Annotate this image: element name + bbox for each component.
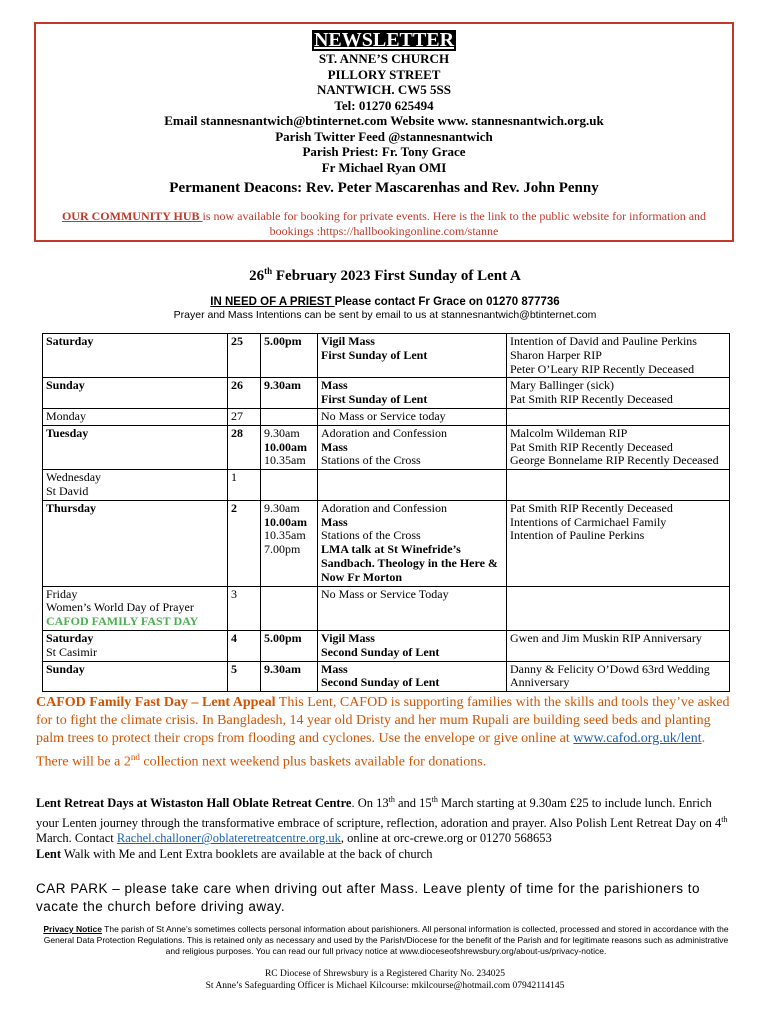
schedule-event-text: No Mass or Service Today [321, 586, 449, 601]
privacy-notice [36, 924, 736, 957]
date-rest: February 2023 First Sunday of Lent A [272, 268, 521, 284]
schedule-date-text: 28 [231, 425, 243, 440]
schedule-intention-text: Mary Ballinger (sick) Pat Smith RIP Recently Deceased [510, 378, 673, 407]
telephone: Tel: 01270 625494 [334, 97, 434, 113]
schedule-event [318, 586, 507, 630]
lent-retreat-notice [36, 792, 736, 862]
schedule-row [43, 408, 730, 425]
safeguarding-line: St Anne’s Safeguarding Officer is Michael Kilcourse: mkilcourse@hotmail.com 07942114145 [205, 981, 565, 991]
schedule-time [261, 425, 318, 469]
schedule-day [43, 661, 228, 692]
schedule-intention [507, 378, 730, 409]
schedule-event [318, 500, 507, 586]
retreat-text-1: . On 13 [351, 796, 389, 811]
priest-contact [0, 296, 770, 308]
retreat-email-link[interactable]: Rachel.challoner@oblateretreatcentre.org.uk [116, 831, 341, 846]
retreat-text-5: , online at orc-crewe.org or 01270 568653 [340, 831, 552, 846]
schedule-date [228, 334, 261, 378]
schedule-date-text: 2 [231, 500, 237, 515]
schedule-date-text: 3 [231, 586, 237, 601]
schedule-time-text: 5.00pm [264, 630, 302, 645]
cafod-body: This Lent, CAFOD is supporting families with the skills and tools they’ve asked for to fight the climate crisis. In Bangladesh, 14 year old Dristy and her mum Rupali are building seed beds and planting palm trees to protect their crops from flooding and cyclones. Use the envelope or give online at [36, 695, 730, 746]
community-hub-label: OUR COMMUNITY HUB [61, 209, 203, 223]
schedule-date-text: 1 [231, 470, 237, 485]
schedule-row [43, 661, 730, 692]
schedule-intention [507, 586, 730, 630]
schedule-date [228, 630, 261, 661]
schedule-time-text: 9.30am [264, 378, 301, 393]
retreat-text-3: March starting at 9.30am £25 to include lunch. Enrich your Lenten journey through the transformative embrace of scripture, reflection, adoration and prayer. Also Polish Lent Retreat Day on 4 [36, 796, 722, 830]
liturgical-date [0, 266, 770, 285]
schedule-event [318, 378, 507, 409]
retreat-sup-2: th [431, 795, 438, 804]
schedule-time-text: 9.30am 10.00am 10.35am [264, 425, 307, 468]
schedule-event-text: No Mass or Service today [321, 408, 446, 423]
cafod-link[interactable]: www.cafod.org.uk/lent [573, 731, 702, 746]
schedule-date [228, 586, 261, 630]
schedule-time [261, 378, 318, 409]
schedule-day-text: Sunday [46, 661, 85, 676]
schedule-event [318, 470, 507, 501]
assistant-priest: Fr Michael Ryan OMI [321, 159, 447, 175]
schedule-intention [507, 470, 730, 501]
footer [0, 968, 770, 992]
schedule-day [43, 408, 228, 425]
lent-booklets-text: Walk with Me and Lent Extra booklets are available at the back of church [61, 846, 433, 861]
schedule-day [43, 500, 228, 586]
schedule-day-text: Wednesday St David [46, 470, 102, 498]
town-postcode: NANTWICH. CW5 5SS [317, 82, 451, 97]
schedule-intention [507, 500, 730, 586]
lent-label: Lent [36, 846, 61, 861]
schedule-day-text: Monday [46, 408, 86, 423]
cafod-title: CAFOD Family Fast Day – Lent Appeal [36, 695, 276, 710]
church-name: ST. ANNE’S CHURCH [318, 51, 450, 66]
schedule-day-sub: St Casimir [46, 644, 98, 659]
parish-priest: Parish Priest: Fr. Tony Grace [302, 144, 466, 159]
schedule-day-text: Saturday [46, 334, 94, 348]
retreat-text-4: March. Contact [36, 831, 117, 846]
schedule-day [43, 630, 228, 661]
retreat-sup-3: th [721, 814, 728, 824]
schedule-event-text: Vigil Mass First Sunday of Lent [321, 334, 428, 362]
schedule-row [43, 630, 730, 661]
schedule-date [228, 661, 261, 692]
schedule-event-text: Mass First Sunday of Lent [321, 378, 428, 407]
cafod-sup: nd [130, 752, 140, 762]
date-suffix: th [264, 266, 273, 276]
street-address: PILLORY STREET [327, 66, 441, 82]
schedule-date [228, 425, 261, 469]
schedule-event [318, 661, 507, 692]
schedule-date-text: 27 [231, 408, 243, 423]
schedule-row [43, 500, 730, 586]
intentions-notice: Prayer and Mass Intentions can be sent by email to us at stannesnantwich@btinternet.com [173, 309, 597, 321]
schedule-event [318, 425, 507, 469]
schedule-date-text: 4 [231, 630, 237, 645]
schedule-day-text: Tuesday [46, 425, 89, 440]
schedule-time-text: 5.00pm [264, 334, 302, 348]
twitter-feed: Parish Twitter Feed @stannesnantwich [275, 128, 493, 144]
schedule-date-text: 25 [231, 334, 243, 348]
schedule-day [43, 334, 228, 378]
community-hub-text: is now available for booking for private events. Here is the link to the public website for information and bookings :https://hallbookingonline.com/stanne [202, 209, 707, 238]
schedule-intention [507, 425, 730, 469]
schedule-time [261, 334, 318, 378]
schedule-intention [507, 661, 730, 692]
retreat-sup-1: th [388, 795, 395, 804]
community-hub-notice [46, 209, 722, 239]
newsletter-title: NEWSLETTER [313, 29, 455, 51]
schedule-intention-text: Malcolm Wildeman RIP Pat Smith RIP Recently Deceased George Bonnelame RIP Recently Deceased [510, 425, 719, 468]
schedule-row [43, 586, 730, 630]
schedule-time [261, 408, 318, 425]
schedule-time [261, 630, 318, 661]
schedule-day [43, 378, 228, 409]
schedule-event-text: Adoration and Confession Mass Stations of the Cross [321, 425, 447, 468]
schedule-event [318, 334, 507, 378]
schedule-intention-text: Danny & Felicity O’Dowd 63rd Wedding Anniversary [510, 661, 710, 690]
schedule-intention [507, 408, 730, 425]
schedule-date [228, 500, 261, 586]
schedule-table [42, 333, 730, 692]
schedule-date [228, 408, 261, 425]
schedule-intention-text: Pat Smith RIP Recently Deceased Intentions of Carmichael Family Intention of Pauline Perkins [510, 500, 673, 543]
schedule-row [43, 470, 730, 501]
schedule-day [43, 470, 228, 501]
schedule-date-text: 5 [231, 661, 237, 676]
schedule-event-text: Vigil Mass Second Sunday of Lent [321, 630, 440, 659]
privacy-text: The parish of St Anne’s sometimes collects personal information about parishioners. All personal information is collected, processed and stored in accordance with the General Data Protection Regulations. This is retained only as necessary and used by the Parish/Diocese for the benefit of the Parish and for legitimate reasons such as administrative and religious purposes. You can read our full privacy notice at www.dioceseofshrewsbury.org/about-us/privacy-notice. [43, 924, 729, 956]
schedule-event [318, 408, 507, 425]
schedule-day-text: Saturday [46, 630, 94, 645]
schedule-date [228, 378, 261, 409]
schedule-date-text: 26 [231, 378, 243, 393]
schedule-time-text: 9.30am [264, 661, 301, 676]
masthead-box [34, 22, 734, 242]
charity-line: RC Diocese of Shrewsbury is a Registered Charity No. 234025 [264, 969, 506, 979]
cafod-appeal [36, 694, 736, 772]
schedule-row [43, 334, 730, 378]
schedule-day-text: Thursday [46, 500, 97, 515]
cafod-fast-day-label: CAFOD FAMILY FAST DAY [46, 614, 199, 629]
priest-contact-text: Please contact Fr Grace on 01270 877736 [334, 296, 560, 308]
permanent-deacons: Permanent Deacons: Rev. Peter Mascarenhas and Rev. John Penny [169, 180, 599, 196]
schedule-intention-text: Gwen and Jim Muskin RIP Anniversary [510, 630, 702, 645]
car-park-notice: CAR PARK – please take care when driving out after Mass. Leave plenty of time for the parishioners to vacate the church before driving away. [36, 881, 701, 914]
date-day: 26 [249, 268, 265, 284]
schedule-date [228, 470, 261, 501]
cafod-body-3: collection next weekend plus baskets available for donations. [139, 754, 487, 770]
email-website: Email stannesnantwich@btinternet.com Website www. stannesnantwich.org.uk [164, 113, 604, 128]
schedule-intention-text: Intention of David and Pauline Perkins Sharon Harper RIP Peter O’Leary RIP Recently Deceased [510, 334, 697, 376]
schedule-day-text: Sunday [46, 378, 85, 393]
schedule-day [43, 586, 228, 630]
schedule-event-text: Mass Second Sunday of Lent [321, 661, 440, 690]
retreat-title: Lent Retreat Days at Wistaston Hall Oblate Retreat Centre [36, 796, 352, 811]
schedule-event-text: Adoration and Confession Mass Stations of the Cross LMA talk at St Winefride’s Sandbach. Theology in the Here & Now Fr Morton [321, 500, 498, 584]
schedule-time [261, 661, 318, 692]
schedule-row [43, 378, 730, 409]
privacy-label: Privacy Notice [43, 924, 102, 934]
schedule-time [261, 470, 318, 501]
schedule-time [261, 500, 318, 586]
schedule-time-text: 9.30am 10.00am 10.35am 7.00pm [264, 500, 307, 557]
schedule-day-text: Friday Women’s World Day of Prayer [46, 586, 194, 615]
schedule-day [43, 425, 228, 469]
schedule-intention [507, 334, 730, 378]
schedule-intention [507, 630, 730, 661]
schedule-row [43, 425, 730, 469]
retreat-text-2: and 15 [394, 796, 432, 811]
cafod-body-2: . There will be a 2 [36, 731, 706, 770]
schedule-time [261, 586, 318, 630]
priest-contact-label: IN NEED OF A PRIEST [210, 296, 335, 308]
schedule-event [318, 630, 507, 661]
